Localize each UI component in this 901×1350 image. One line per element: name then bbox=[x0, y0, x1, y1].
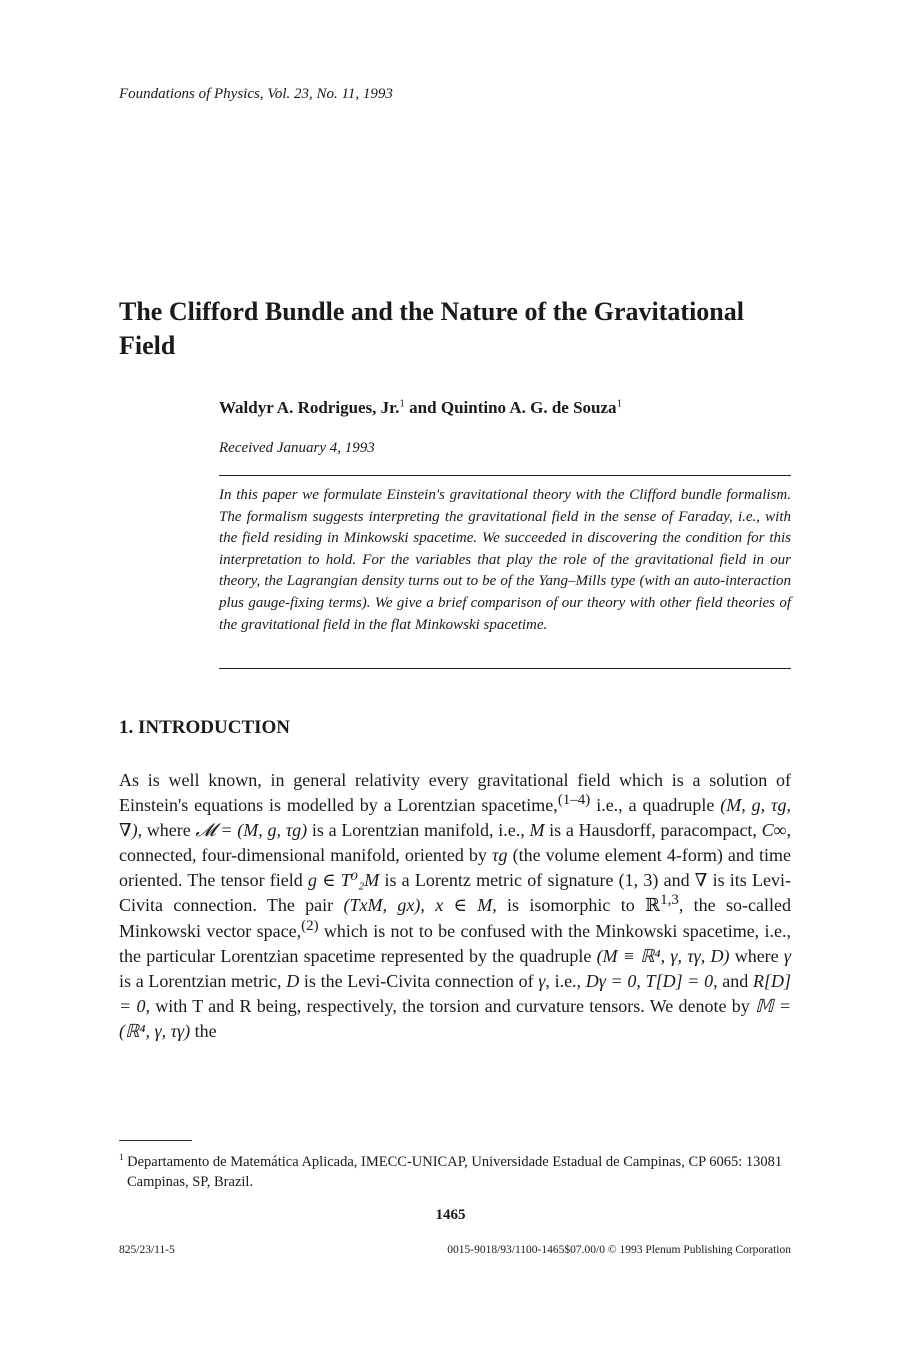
author-conjunction: and bbox=[404, 398, 441, 417]
math-inline: R[D] = 0, bbox=[119, 970, 791, 1016]
text-run: where bbox=[142, 820, 196, 841]
journal-citation: Foundations of Physics, Vol. 23, No. 11, 1993 bbox=[119, 86, 393, 102]
footnote bbox=[119, 1152, 791, 1192]
text-run: with T and R being, respectively, the torsion and curvature tensors. We denote by bbox=[149, 995, 756, 1016]
text-run: where bbox=[729, 945, 784, 966]
text-run: , i.e., bbox=[545, 970, 586, 991]
page-number: 1465 bbox=[435, 1207, 466, 1223]
math-inline: M bbox=[529, 820, 545, 841]
math-inline: g ∈ T⁰₂M bbox=[307, 870, 380, 891]
text-run: is isomorphic to ℝ bbox=[496, 895, 661, 916]
abstract-top-rule bbox=[219, 475, 791, 476]
math-inline: C∞ bbox=[761, 820, 787, 841]
text-run: i.e., a quadruple bbox=[590, 795, 721, 816]
introduction-paragraph bbox=[119, 768, 796, 1044]
copyright-line: 0015-9018/93/1100-1465$07.00/0 © 1993 Plenum Publishing Corporation bbox=[447, 1244, 791, 1256]
text-run: is a Lorentz metric of signature (1, 3) and ∇ is its Levi-Civita connection. The pair bbox=[119, 870, 792, 916]
superscript: 1,3 bbox=[660, 892, 679, 909]
received-date: Received January 4, 1993 bbox=[219, 440, 375, 456]
footnote-text: Departamento de Matemática Aplicada, IMECC-UNICAP, Universidade Estadual de Campinas, CP 6065: 13081 Campinas, SP, Brazil. bbox=[123, 1154, 783, 1190]
citation-ref: (1–4) bbox=[557, 792, 591, 809]
abstract: In this paper we formulate Einstein's gravitational theory with the Clifford bundle formalism. The formalism suggests interpreting the gravitational field in the sense of Faraday, i.e., with the field residing in Minkowski spacetime. We succeeded in discovering the condition for this interpretation to hold. For the variables that play the role of the gravitational field in our theory, the Lagrangian density turns out to be of the Yang–Mills type (with an auto-interaction plus gauge-fixing terms). We give a brief comparison of our theory with other field theories of the gravitational field in the flat Minkowski spacetime. bbox=[219, 487, 791, 633]
issue-code: 825/23/11-5 bbox=[119, 1244, 175, 1256]
text-run: which is not to be confused with the Minkowski spacetime, i.e., the particular Lorentzian spacetime represented by the quadruple bbox=[119, 920, 796, 966]
text-run: is a Hausdorff, paracompact, bbox=[544, 820, 762, 841]
text-run: the bbox=[190, 1020, 217, 1041]
math-inline: Dγ = 0, T[D] = 0, bbox=[585, 970, 718, 991]
math-inline: (M, g, τg, ∇), bbox=[119, 795, 791, 841]
author-1-affiliation-mark: 1 bbox=[399, 397, 405, 410]
math-inline: γ bbox=[783, 945, 791, 966]
text-run: is a Lorentzian manifold, i.e., bbox=[307, 820, 530, 841]
math-inline: (TxM, gx), x ∈ M, bbox=[343, 895, 497, 916]
text-run: is the Levi-Civita connection of bbox=[299, 970, 539, 991]
text-run: , connected, four-dimensional manifold, oriented by bbox=[119, 820, 791, 866]
text-run: As is well known, in general relativity every gravitational field which is a solution of Einstein's equations is modelled by a Lorentzian spacetime, bbox=[119, 770, 791, 816]
footnote-mark: 1 bbox=[119, 1152, 124, 1163]
author-2-affiliation-mark: 1 bbox=[616, 397, 623, 410]
paper-title: The Clifford Bundle and the Nature of the Gravitational Field bbox=[119, 297, 744, 360]
text-run: , the so-called Minkowski vector space, bbox=[119, 895, 791, 941]
abstract-bottom-rule bbox=[219, 668, 791, 669]
math-inline: γ bbox=[538, 970, 546, 991]
math-inline: 𝕄 = (ℝ⁴, γ, τγ) bbox=[119, 995, 791, 1041]
author-1: Waldyr A. Rodrigues, Jr. bbox=[219, 398, 400, 417]
text-run: (the volume element 4-form) and time oriented. The tensor field bbox=[119, 845, 796, 891]
section-heading: 1. INTRODUCTION bbox=[119, 717, 291, 738]
math-inline: τg bbox=[492, 845, 508, 866]
math-inline: 𝓜 = (M, g, τg) bbox=[195, 820, 308, 841]
citation-ref: (2) bbox=[301, 917, 319, 934]
author-2: Quintino A. G. de Souza bbox=[440, 398, 617, 417]
author-line bbox=[219, 398, 622, 418]
math-inline: (M ≡ ℝ⁴, γ, τγ, D) bbox=[596, 945, 730, 966]
text-run: and bbox=[717, 970, 753, 991]
text-run: is a Lorentzian metric, bbox=[119, 945, 796, 991]
footnote-rule bbox=[119, 1140, 192, 1141]
math-inline: D bbox=[286, 970, 300, 991]
